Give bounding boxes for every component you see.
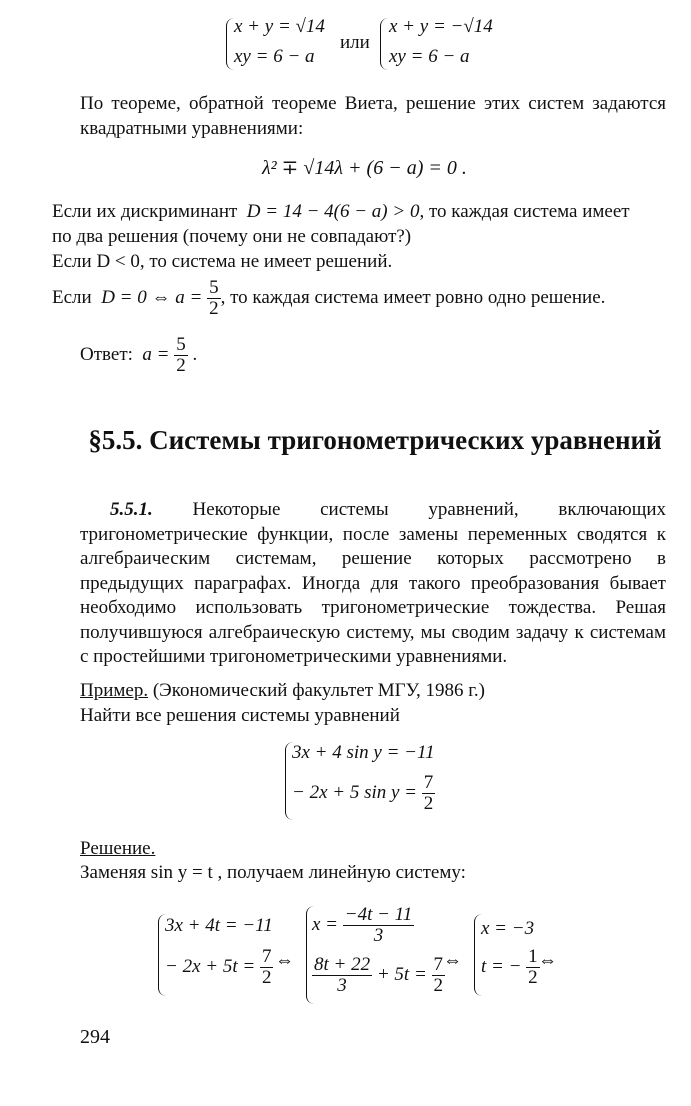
example-system-row1: 3x + 4 sin y = −11: [292, 742, 435, 763]
solution-label: Решение.: [80, 838, 156, 859]
system-left-row1: x + y = √14: [234, 16, 325, 37]
chain-system3-row2: t = − $\frac{1}{2}$: [481, 946, 538, 988]
example-label: Пример.: [80, 680, 149, 701]
answer-fraction: $\frac{5}{2}$: [176, 334, 186, 376]
fraction-5-2: $\frac{5}{2}$: [209, 277, 219, 319]
zero-case-line: Если D = 0 ⇔ a = $\frac{5}{2}$ , то каждая система имеет ровно одно решение.: [52, 277, 606, 319]
discriminant-formula: D = 14 − 4(6 − a) > 0: [246, 201, 420, 222]
discriminant-line-1: Если их дискриминант D = 14 − 4(6 − a) > 0, то каждая система имеет: [52, 201, 630, 222]
chain-system3-row1: x = −3: [481, 918, 535, 939]
system-brace-right: [380, 18, 389, 70]
quadratic-equation: λ² ∓ √14λ + (6 − a) = 0 .: [262, 157, 467, 179]
equivalence-arrow-3: ⇔: [538, 950, 557, 971]
answer-line: Ответ: a = $\frac{5}{2}$ .: [80, 334, 198, 376]
system-or-word: или: [340, 32, 370, 53]
discriminant-line-2: по два решения (почему они не совпадают?): [52, 226, 412, 247]
chain-system1-row1: 3x + 4t = −11: [165, 915, 273, 936]
system-right-row2: xy = 6 − a: [389, 46, 470, 67]
chain-system2-row1: x = $\frac{-4t - 11}{3}$: [312, 904, 413, 946]
solution-text: Заменяя sin y = t , получаем линейную систему:: [80, 862, 466, 883]
paragraph-number: 5.5.1.: [110, 499, 153, 520]
example-task: Найти все решения системы уравнений: [80, 705, 400, 726]
example-line: Пример. (Экономический факультет МГУ, 1986 г.): [80, 680, 485, 701]
chain-system2-row2: $\frac{8t + 22}{3}$ + 5t = $\frac{7}{2}$: [314, 954, 444, 996]
section-title: §5.5. Системы тригонометрических уравнений: [88, 425, 662, 455]
page-number: 294: [80, 1026, 110, 1048]
equivalence-arrow-1: ⇔: [275, 950, 294, 971]
section-paragraph: 5.5.1. Некоторые системы уравнений, включающих тригонометрические функции, после замены переменных сводятся к алгебраическим системам, решение которых рассмотрено в предыдущих параграфах. Иногда для такого преобразования бывает необходимо использовать тригонометрические тождества. Решая получившуюся алгебраическую систему, мы сводим задачу к системам с простейшими тригонометрическими уравнениями.: [80, 499, 666, 667]
equivalence-arrow-2: ⇔: [443, 950, 462, 971]
system-left-row2: xy = 6 − a: [234, 46, 315, 67]
vieta-paragraph: По теореме, обратной теореме Виета, решение этих систем задаются квадратными уравнениями:: [80, 93, 666, 139]
discriminant-line-3: Если D < 0, то система не имеет решений.: [52, 251, 393, 272]
example-system-row2: − 2x + 5 sin y = $\frac{7}{2}$: [292, 772, 434, 814]
system-right-row1: x + y = −√14: [389, 16, 493, 37]
chain-system1-row2: − 2x + 5t = $\frac{7}{2}$: [165, 946, 272, 988]
